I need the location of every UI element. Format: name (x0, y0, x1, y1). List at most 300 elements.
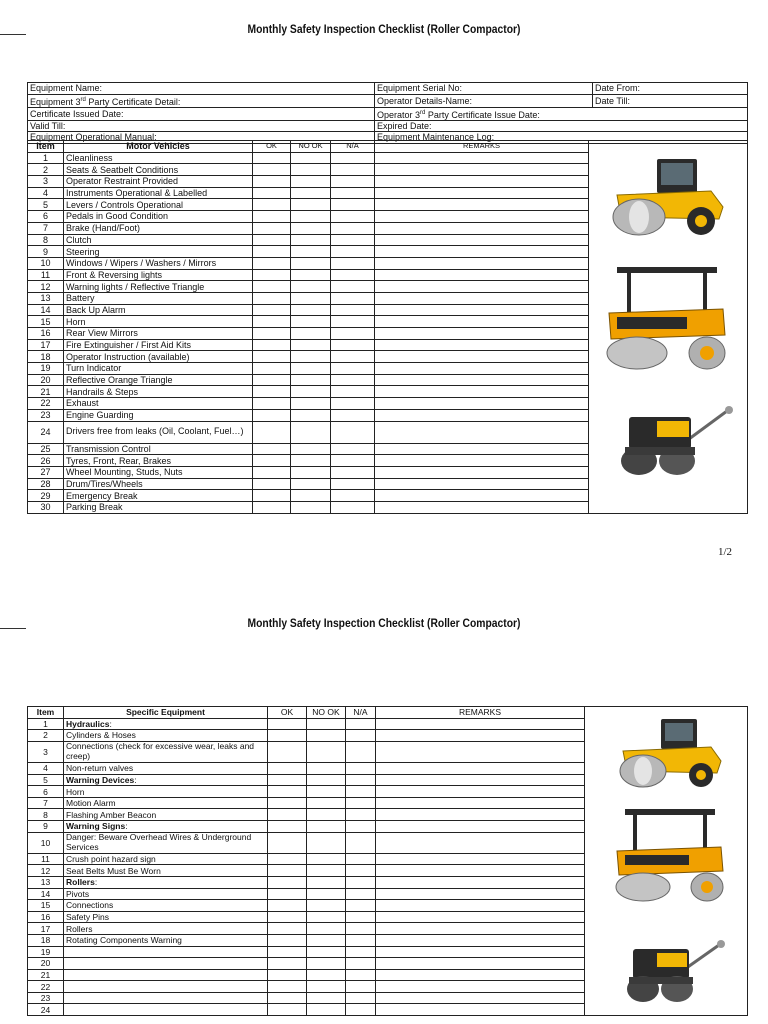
no-ok-checkbox-cell[interactable] (307, 888, 346, 900)
ok-checkbox-cell[interactable] (253, 478, 291, 490)
equipment-name-field[interactable]: Equipment Name: (28, 83, 375, 95)
no-ok-checkbox-cell[interactable] (307, 741, 346, 762)
no-ok-checkbox-cell[interactable] (291, 421, 331, 443)
op-cert-label-a: Operator 3 (377, 109, 421, 120)
operator-cert-field[interactable] (375, 107, 748, 120)
remarks-cell[interactable] (375, 304, 589, 316)
item-number: 18 (28, 351, 64, 363)
item-number: 16 (28, 911, 64, 923)
na-checkbox-cell[interactable] (346, 900, 376, 912)
ok-checkbox-cell[interactable] (253, 351, 291, 363)
ok-checkbox-cell[interactable] (253, 490, 291, 502)
item-number: 12 (28, 281, 64, 293)
item-number: 9 (28, 820, 64, 832)
remarks-cell[interactable] (376, 992, 585, 1004)
remarks-cell[interactable] (375, 199, 589, 211)
ok-checkbox-cell[interactable] (253, 443, 291, 455)
ok-checkbox-cell[interactable] (268, 741, 307, 762)
na-checkbox-cell[interactable] (331, 187, 375, 199)
no-ok-checkbox-cell[interactable] (307, 992, 346, 1004)
remarks-cell[interactable] (375, 234, 589, 246)
na-checkbox-cell[interactable] (331, 281, 375, 293)
na-checkbox-cell[interactable] (346, 809, 376, 821)
item-number: 18 (28, 934, 64, 946)
header-item: Item (28, 707, 64, 719)
ok-checkbox-cell[interactable] (253, 176, 291, 188)
ok-checkbox-cell[interactable] (253, 398, 291, 410)
remarks-cell[interactable] (376, 911, 585, 923)
ok-checkbox-cell[interactable] (268, 763, 307, 775)
ok-checkbox-cell[interactable] (253, 316, 291, 328)
na-checkbox-cell[interactable] (346, 911, 376, 923)
na-checkbox-cell[interactable] (331, 257, 375, 269)
item-number: 8 (28, 234, 64, 246)
single-drum-roller-image (613, 159, 723, 235)
ok-checkbox-cell[interactable] (268, 911, 307, 923)
ok-checkbox-cell[interactable] (253, 187, 291, 199)
ok-checkbox-cell[interactable] (268, 797, 307, 809)
ok-checkbox-cell[interactable] (253, 199, 291, 211)
ok-checkbox-cell[interactable] (268, 981, 307, 993)
item-number: 5 (28, 199, 64, 211)
remarks-cell[interactable] (375, 316, 589, 328)
no-ok-checkbox-cell[interactable] (291, 222, 331, 234)
header-ok: OK (253, 141, 291, 153)
remarks-cell[interactable] (375, 211, 589, 223)
na-checkbox-cell[interactable] (346, 865, 376, 877)
remarks-cell[interactable] (375, 328, 589, 340)
ok-checkbox-cell[interactable] (253, 269, 291, 281)
ok-checkbox-cell[interactable] (253, 386, 291, 398)
remarks-cell[interactable] (376, 820, 585, 832)
na-checkbox-cell[interactable] (346, 797, 376, 809)
remarks-cell[interactable] (376, 853, 585, 865)
no-ok-checkbox-cell[interactable] (307, 718, 346, 730)
na-checkbox-cell[interactable] (346, 969, 376, 981)
na-checkbox-cell[interactable] (331, 351, 375, 363)
no-ok-checkbox-cell[interactable] (307, 774, 346, 786)
no-ok-checkbox-cell[interactable] (307, 820, 346, 832)
na-checkbox-cell[interactable] (331, 339, 375, 351)
ok-checkbox-cell[interactable] (253, 234, 291, 246)
remarks-cell[interactable] (375, 281, 589, 293)
no-ok-checkbox-cell[interactable] (307, 853, 346, 865)
no-ok-checkbox-cell[interactable] (307, 730, 346, 742)
ok-checkbox-cell[interactable] (253, 304, 291, 316)
no-ok-checkbox-cell[interactable] (291, 176, 331, 188)
remarks-cell[interactable] (376, 958, 585, 970)
na-checkbox-cell[interactable] (331, 304, 375, 316)
na-checkbox-cell[interactable] (331, 316, 375, 328)
na-checkbox-cell[interactable] (331, 152, 375, 164)
remarks-cell[interactable] (376, 797, 585, 809)
no-ok-checkbox-cell[interactable] (307, 900, 346, 912)
item-description (64, 992, 268, 1004)
no-ok-checkbox-cell[interactable] (307, 832, 346, 853)
na-checkbox-cell[interactable] (346, 934, 376, 946)
item-number: 1 (28, 152, 64, 164)
remarks-cell[interactable] (376, 877, 585, 889)
ok-checkbox-cell[interactable] (253, 374, 291, 386)
remarks-cell[interactable] (376, 900, 585, 912)
no-ok-checkbox-cell[interactable] (291, 246, 331, 258)
item-number: 30 (28, 501, 64, 513)
cert-detail-label-a: Equipment 3 (30, 96, 81, 107)
ok-checkbox-cell[interactable] (268, 877, 307, 889)
na-checkbox-cell[interactable] (346, 877, 376, 889)
cert-issued-field[interactable]: Certificate Issued Date: (28, 107, 375, 120)
na-checkbox-cell[interactable] (346, 853, 376, 865)
item-number: 6 (28, 786, 64, 798)
manual-field[interactable]: Equipment Operational Manual: (28, 132, 375, 144)
na-checkbox-cell[interactable] (331, 421, 375, 443)
remarks-cell[interactable] (375, 386, 589, 398)
ok-checkbox-cell[interactable] (268, 832, 307, 853)
item-description: Rear View Mirrors (64, 328, 253, 340)
no-ok-checkbox-cell[interactable] (291, 281, 331, 293)
no-ok-checkbox-cell[interactable] (291, 257, 331, 269)
item-description: Battery (64, 292, 253, 304)
item-number: 11 (28, 853, 64, 865)
na-checkbox-cell[interactable] (346, 992, 376, 1004)
ok-checkbox-cell[interactable] (253, 281, 291, 293)
item-number: 12 (28, 865, 64, 877)
remarks-cell[interactable] (376, 888, 585, 900)
no-ok-checkbox-cell[interactable] (291, 478, 331, 490)
item-description: Rollers: (64, 877, 268, 889)
na-checkbox-cell[interactable] (331, 222, 375, 234)
maintenance-log-field[interactable]: Equipment Maintenance Log: (375, 132, 748, 144)
no-ok-checkbox-cell[interactable] (291, 211, 331, 223)
na-checkbox-cell[interactable] (346, 763, 376, 775)
page-number: 1/2 (717, 546, 732, 558)
na-checkbox-cell[interactable] (346, 981, 376, 993)
ok-checkbox-cell[interactable] (268, 888, 307, 900)
cert-detail-sup: rd (80, 96, 86, 103)
remarks-cell[interactable] (375, 374, 589, 386)
no-ok-checkbox-cell[interactable] (291, 328, 331, 340)
ok-checkbox-cell[interactable] (268, 718, 307, 730)
no-ok-checkbox-cell[interactable] (291, 292, 331, 304)
no-ok-checkbox-cell[interactable] (291, 455, 331, 467)
ok-checkbox-cell[interactable] (268, 946, 307, 958)
no-ok-checkbox-cell[interactable] (291, 466, 331, 478)
no-ok-checkbox-cell[interactable] (291, 409, 331, 421)
remarks-cell[interactable] (375, 187, 589, 199)
header-no-ok: NO OK (307, 707, 346, 719)
section-label: Warning Signs (66, 821, 126, 832)
item-description: Flashing Amber Beacon (64, 809, 268, 821)
no-ok-checkbox-cell[interactable] (307, 923, 346, 935)
ok-checkbox-cell[interactable] (268, 809, 307, 821)
item-number: 24 (28, 1004, 64, 1016)
item-description: Fire Extinguisher / First Aid Kits (64, 339, 253, 351)
ok-checkbox-cell[interactable] (253, 222, 291, 234)
remarks-cell[interactable] (375, 466, 589, 478)
remarks-cell[interactable] (376, 809, 585, 821)
remarks-cell[interactable] (375, 269, 589, 281)
ok-checkbox-cell[interactable] (253, 466, 291, 478)
no-ok-checkbox-cell[interactable] (307, 877, 346, 889)
item-description: Windows / Wipers / Washers / Mirrors (64, 257, 253, 269)
remarks-cell[interactable] (375, 292, 589, 304)
remarks-cell[interactable] (375, 222, 589, 234)
ok-checkbox-cell[interactable] (253, 363, 291, 375)
na-checkbox-cell[interactable] (331, 466, 375, 478)
remarks-cell[interactable] (375, 478, 589, 490)
equipment-info-table (27, 82, 748, 144)
no-ok-checkbox-cell[interactable] (291, 501, 331, 513)
no-ok-checkbox-cell[interactable] (291, 187, 331, 199)
no-ok-checkbox-cell[interactable] (307, 969, 346, 981)
ok-checkbox-cell[interactable] (253, 421, 291, 443)
item-description: Horn (64, 316, 253, 328)
item-description: Warning lights / Reflective Triangle (64, 281, 253, 293)
ok-checkbox-cell[interactable] (253, 257, 291, 269)
item-description: Drivers free from leaks (Oil, Coolant, Fuel…) (64, 421, 253, 443)
no-ok-checkbox-cell[interactable] (291, 269, 331, 281)
na-checkbox-cell[interactable] (346, 832, 376, 853)
no-ok-checkbox-cell[interactable] (307, 1004, 346, 1016)
item-description (64, 1004, 268, 1016)
item-description (64, 969, 268, 981)
ok-checkbox-cell[interactable] (268, 853, 307, 865)
ok-checkbox-cell[interactable] (268, 865, 307, 877)
na-checkbox-cell[interactable] (346, 923, 376, 935)
remarks-cell[interactable] (375, 398, 589, 410)
na-checkbox-cell[interactable] (331, 386, 375, 398)
no-ok-checkbox-cell[interactable] (291, 339, 331, 351)
item-number: 26 (28, 455, 64, 467)
na-checkbox-cell[interactable] (331, 501, 375, 513)
no-ok-checkbox-cell[interactable] (307, 958, 346, 970)
no-ok-checkbox-cell[interactable] (307, 786, 346, 798)
no-ok-checkbox-cell[interactable] (307, 865, 346, 877)
na-checkbox-cell[interactable] (331, 176, 375, 188)
no-ok-checkbox-cell[interactable] (291, 234, 331, 246)
no-ok-checkbox-cell[interactable] (307, 763, 346, 775)
item-number: 21 (28, 386, 64, 398)
na-checkbox-cell[interactable] (331, 443, 375, 455)
item-number: 2 (28, 730, 64, 742)
remarks-cell[interactable] (376, 1004, 585, 1016)
na-checkbox-cell[interactable] (346, 786, 376, 798)
remarks-cell[interactable] (376, 981, 585, 993)
remarks-cell[interactable] (375, 164, 589, 176)
remarks-cell[interactable] (375, 501, 589, 513)
remarks-cell[interactable] (376, 741, 585, 762)
item-number: 28 (28, 478, 64, 490)
remarks-cell[interactable] (375, 257, 589, 269)
ok-checkbox-cell[interactable] (268, 969, 307, 981)
item-description: Brake (Hand/Foot) (64, 222, 253, 234)
page-header-line (0, 34, 26, 35)
remarks-cell[interactable] (376, 934, 585, 946)
item-number: 19 (28, 363, 64, 375)
date-from-field[interactable]: Date From: (593, 83, 748, 95)
item-description: Connections (64, 900, 268, 912)
na-checkbox-cell[interactable] (346, 1004, 376, 1016)
valid-till-field[interactable]: Valid Till: (28, 120, 375, 132)
no-ok-checkbox-cell[interactable] (291, 316, 331, 328)
ok-checkbox-cell[interactable] (268, 934, 307, 946)
item-description: Tyres, Front, Rear, Brakes (64, 455, 253, 467)
ok-checkbox-cell[interactable] (253, 501, 291, 513)
na-checkbox-cell[interactable] (346, 820, 376, 832)
na-checkbox-cell[interactable] (331, 292, 375, 304)
ok-checkbox-cell[interactable] (268, 958, 307, 970)
remarks-cell[interactable] (376, 718, 585, 730)
item-number: 15 (28, 316, 64, 328)
no-ok-checkbox-cell[interactable] (291, 374, 331, 386)
ok-checkbox-cell[interactable] (253, 164, 291, 176)
walk-behind-roller-image (621, 406, 733, 475)
remarks-cell[interactable] (376, 763, 585, 775)
no-ok-checkbox-cell[interactable] (307, 797, 346, 809)
item-number: 4 (28, 763, 64, 775)
item-number: 24 (28, 421, 64, 443)
no-ok-checkbox-cell[interactable] (307, 934, 346, 946)
remarks-cell[interactable] (376, 946, 585, 958)
ok-checkbox-cell[interactable] (268, 820, 307, 832)
no-ok-checkbox-cell[interactable] (291, 363, 331, 375)
no-ok-checkbox-cell[interactable] (291, 351, 331, 363)
remarks-cell[interactable] (376, 832, 585, 853)
ok-checkbox-cell[interactable] (253, 339, 291, 351)
na-checkbox-cell[interactable] (346, 718, 376, 730)
ok-checkbox-cell[interactable] (268, 900, 307, 912)
no-ok-checkbox-cell[interactable] (307, 981, 346, 993)
no-ok-checkbox-cell[interactable] (291, 304, 331, 316)
item-description: Emergency Break (64, 490, 253, 502)
no-ok-checkbox-cell[interactable] (307, 946, 346, 958)
na-checkbox-cell[interactable] (346, 741, 376, 762)
ok-checkbox-cell[interactable] (268, 1004, 307, 1016)
no-ok-checkbox-cell[interactable] (291, 199, 331, 211)
ok-checkbox-cell[interactable] (253, 328, 291, 340)
remarks-cell[interactable] (376, 923, 585, 935)
na-checkbox-cell[interactable] (346, 958, 376, 970)
ok-checkbox-cell[interactable] (253, 211, 291, 223)
na-checkbox-cell[interactable] (331, 164, 375, 176)
na-checkbox-cell[interactable] (331, 246, 375, 258)
item-description: Engine Guarding (64, 409, 253, 421)
remarks-cell[interactable] (375, 443, 589, 455)
item-number: 17 (28, 339, 64, 351)
item-description: Operator Instruction (available) (64, 351, 253, 363)
no-ok-checkbox-cell[interactable] (307, 809, 346, 821)
na-checkbox-cell[interactable] (331, 211, 375, 223)
na-checkbox-cell[interactable] (331, 363, 375, 375)
no-ok-checkbox-cell[interactable] (307, 911, 346, 923)
item-number: 16 (28, 328, 64, 340)
expired-date-field[interactable]: Expired Date: (375, 120, 748, 132)
na-checkbox-cell[interactable] (331, 328, 375, 340)
no-ok-checkbox-cell[interactable] (291, 490, 331, 502)
remarks-cell[interactable] (375, 490, 589, 502)
item-description: Steering (64, 246, 253, 258)
item-description: Handrails & Steps (64, 386, 253, 398)
ok-checkbox-cell[interactable] (253, 152, 291, 164)
serial-no-field[interactable]: Equipment Serial No: (375, 83, 593, 95)
na-checkbox-cell[interactable] (346, 730, 376, 742)
remarks-cell[interactable] (375, 246, 589, 258)
item-description: Warning Signs: (64, 820, 268, 832)
remarks-cell[interactable] (375, 363, 589, 375)
item-number: 8 (28, 809, 64, 821)
date-till-field[interactable]: Date Till: (593, 94, 748, 107)
item-description: Exhaust (64, 398, 253, 410)
item-number: 23 (28, 409, 64, 421)
no-ok-checkbox-cell[interactable] (291, 152, 331, 164)
item-description: Wheel Mounting, Studs, Nuts (64, 466, 253, 478)
ok-checkbox-cell[interactable] (268, 992, 307, 1004)
na-checkbox-cell[interactable] (331, 199, 375, 211)
remarks-cell[interactable] (376, 730, 585, 742)
na-checkbox-cell[interactable] (331, 455, 375, 467)
ok-checkbox-cell[interactable] (268, 923, 307, 935)
header-no-ok: NO OK (291, 141, 331, 153)
remarks-cell[interactable] (375, 455, 589, 467)
ok-checkbox-cell[interactable] (253, 455, 291, 467)
remarks-cell[interactable] (376, 774, 585, 786)
na-checkbox-cell[interactable] (331, 409, 375, 421)
na-checkbox-cell[interactable] (346, 774, 376, 786)
item-description (64, 958, 268, 970)
item-description: Motion Alarm (64, 797, 268, 809)
item-description: Connections (check for excessive wear, leaks and creep) (64, 741, 268, 762)
operator-name-field[interactable]: Operator Details-Name: (375, 94, 593, 107)
remarks-cell[interactable] (375, 176, 589, 188)
ok-checkbox-cell[interactable] (253, 246, 291, 258)
na-checkbox-cell[interactable] (331, 490, 375, 502)
na-checkbox-cell[interactable] (331, 398, 375, 410)
item-number: 14 (28, 888, 64, 900)
na-checkbox-cell[interactable] (346, 946, 376, 958)
no-ok-checkbox-cell[interactable] (291, 164, 331, 176)
remarks-cell[interactable] (375, 339, 589, 351)
ok-checkbox-cell[interactable] (253, 292, 291, 304)
item-number: 10 (28, 832, 64, 853)
no-ok-checkbox-cell[interactable] (291, 443, 331, 455)
section-label: Rollers (66, 877, 95, 888)
ok-checkbox-cell[interactable] (268, 786, 307, 798)
item-description: Hydraulics: (64, 718, 268, 730)
na-checkbox-cell[interactable] (331, 478, 375, 490)
cert-detail-field[interactable] (28, 94, 375, 107)
remarks-cell[interactable] (375, 351, 589, 363)
remarks-cell[interactable] (376, 969, 585, 981)
remarks-cell[interactable] (375, 421, 589, 443)
na-checkbox-cell[interactable] (331, 374, 375, 386)
na-checkbox-cell[interactable] (331, 234, 375, 246)
remarks-cell[interactable] (376, 865, 585, 877)
na-checkbox-cell[interactable] (331, 269, 375, 281)
remarks-cell[interactable] (376, 786, 585, 798)
no-ok-checkbox-cell[interactable] (291, 398, 331, 410)
na-checkbox-cell[interactable] (346, 888, 376, 900)
remarks-cell[interactable] (375, 152, 589, 164)
remarks-cell[interactable] (375, 409, 589, 421)
item-number: 10 (28, 257, 64, 269)
ok-checkbox-cell[interactable] (268, 774, 307, 786)
item-number: 27 (28, 466, 64, 478)
ok-checkbox-cell[interactable] (268, 730, 307, 742)
item-number: 6 (28, 211, 64, 223)
no-ok-checkbox-cell[interactable] (291, 386, 331, 398)
roller-images-panel (585, 707, 748, 1016)
ok-checkbox-cell[interactable] (253, 409, 291, 421)
